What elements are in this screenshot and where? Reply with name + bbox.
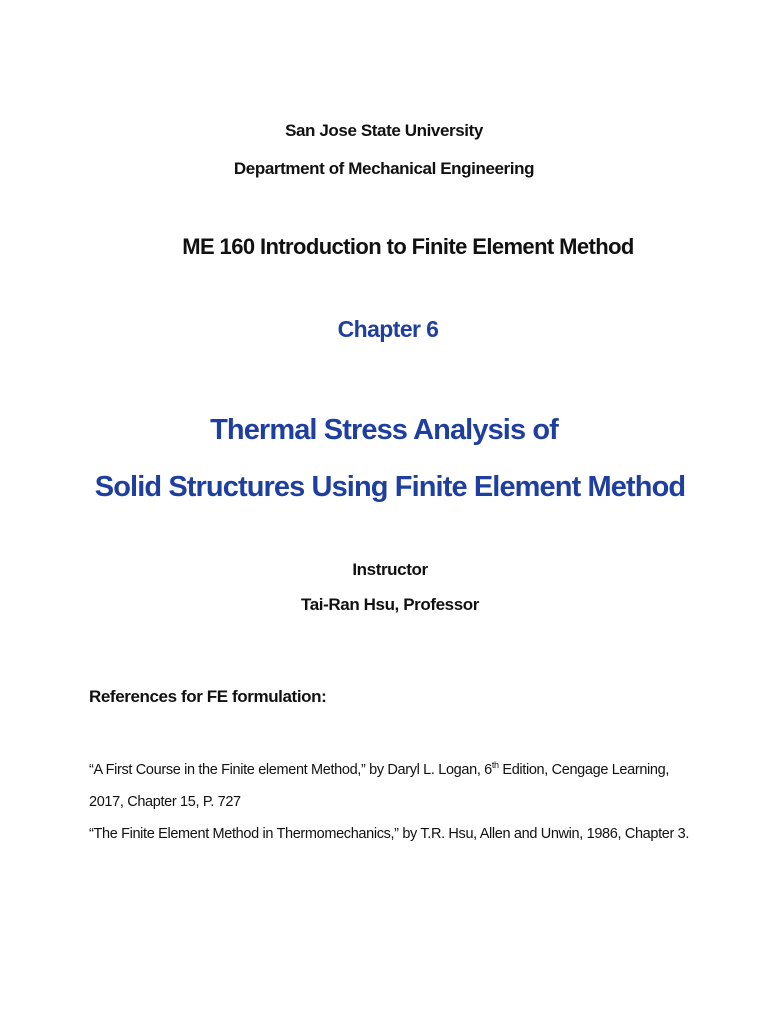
chapter-label: Chapter 6 <box>337 316 439 342</box>
reference-1-line-1 <box>89 762 669 778</box>
references-heading: References for FE formulation: <box>89 687 327 706</box>
university-name: San Jose State University <box>285 121 483 140</box>
department-name: Department of Mechanical Engineering <box>233 159 535 178</box>
reference-1-text-a: “A First Course in the Finite element Method,” by Daryl L. Logan, 6 <box>89 762 492 778</box>
reference-1-text-b: Edition, Cengage Learning, <box>498 762 670 778</box>
chapter-title-line-1: Thermal Stress Analysis of <box>210 414 558 446</box>
course-title: ME 160 Introduction to Finite Element Method <box>182 234 634 259</box>
instructor-label: Instructor <box>352 560 428 579</box>
chapter-title-line-2: Solid Structures Using Finite Element Method <box>94 471 686 503</box>
reference-1-superscript: th <box>491 760 499 770</box>
reference-1-line-2: 2017, Chapter 15, P. 727 <box>89 794 241 810</box>
instructor-name: Tai-Ran Hsu, Professor <box>301 595 479 614</box>
reference-2: “The Finite Element Method in Thermomechanics,” by T.R. Hsu, Allen and Unwin, 1986, Chapter 3. <box>89 826 690 842</box>
